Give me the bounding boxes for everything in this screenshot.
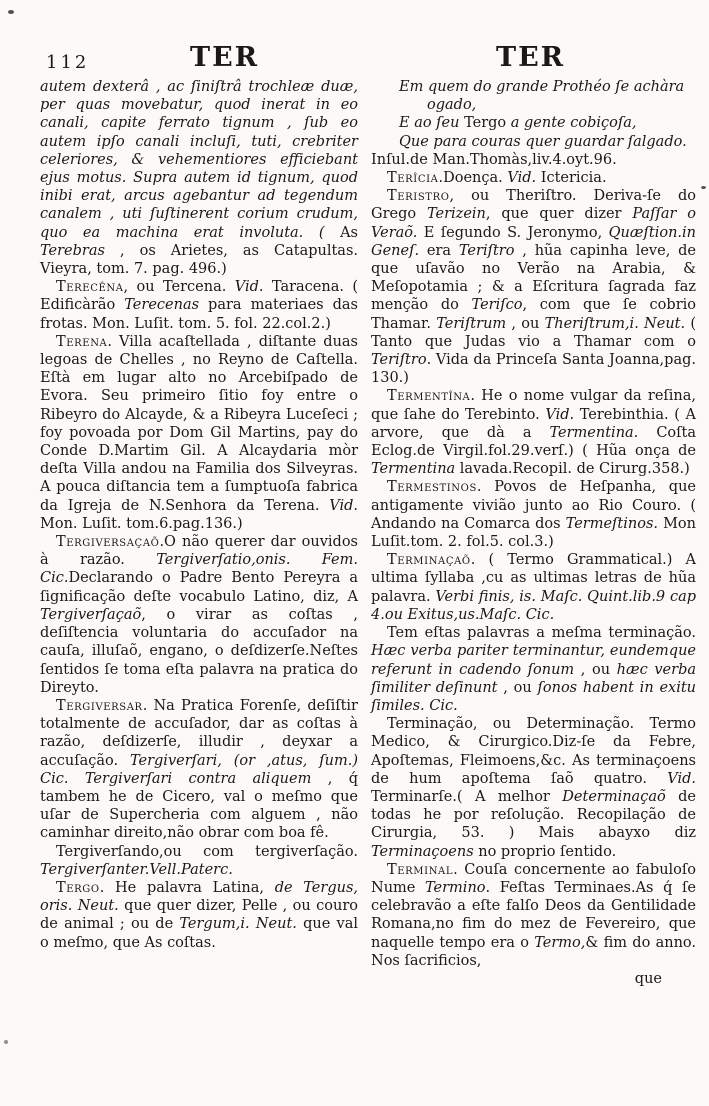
italic-text: Terizein: [426, 206, 486, 223]
italic-text: Hæc verba pariter terminantur, eundemque referunt in cadendo ſonum: [371, 643, 696, 678]
entry-headword: Terena: [56, 333, 108, 350]
roman-text: E ſegundo S. Jeronymo,: [417, 224, 609, 241]
italic-text: autem dexterâ , ac ſiniſtrâ trochleæ duæ, per quas movebatur, quod inerat in eo canali, capite ferrato tignum , ſub eo autem ipſo canali incluſi, tuti, crebriter celeriores, & vehementiores efficiebant ejus motus. Supra autem id tignum, quod inibi erat, arcus agebantur ad tegendum canalem , uti ſuſtinerent corium crudum, quo ea machina erat involuta. (: [40, 79, 358, 241]
entry-headword: Terminaçaõ: [387, 552, 471, 569]
italic-text: ſonos habent in exitu ſimiles. Cic.: [371, 679, 697, 714]
scan-artifact: [4, 1040, 8, 1044]
column-right: [371, 78, 696, 988]
roman-text: Terebinthia. ( A arvore, que dà a: [371, 406, 696, 441]
roman-text: , q́ tambem he de Cicero, val o meſmo que uſar de Supercheria com alguem , não caminhar direito,não obrar com boa fê.: [40, 770, 359, 842]
roman-text: era: [419, 242, 459, 259]
entry-terecena: [40, 278, 358, 333]
entry-tergiversar: [40, 697, 358, 843]
italic-text: Tergiverſari, (or ,atus, ſum.) Cic. Tergiverſari contra aliquem: [40, 752, 358, 787]
italic-text: Termino: [425, 879, 486, 896]
scan-artifact: [701, 186, 706, 189]
italic-text: Termentina.: [549, 424, 639, 441]
entry-headword: Terecêna: [56, 279, 124, 296]
verse-line: [371, 114, 696, 132]
entry-tergo: [40, 879, 358, 952]
entry-terminacao-grammatical: [371, 551, 696, 624]
roman-text: . Couſa concernente ao fabuloſo Nume: [371, 861, 696, 896]
italic-text: Que para couras quer guardar ſalgado.: [399, 133, 687, 150]
roman-text: Declarando o Padre Bento Pereyra a ſignificação deſte vocabulo Latino, diz, A: [40, 570, 358, 605]
italic-text: Terebras: [40, 242, 105, 259]
column-left: [40, 78, 358, 988]
latin-continuation-terebra: [40, 78, 358, 278]
roman-text: Tergiverſando,ou com tergiverſação.: [56, 843, 358, 860]
roman-text: . He palavra Latina,: [99, 879, 275, 896]
italic-text: E ao ſeu: [399, 115, 465, 132]
roman-text: de todas he por reſolução. Recopilação de Cirurgia, 53. ) Mais abayxo diz: [371, 788, 696, 842]
entry-headword: Tergiversaçaõ: [56, 534, 160, 551]
entry-headword: Terîcia: [387, 170, 439, 187]
roman-text: , com que ſe cobrio Thamar.: [371, 297, 696, 332]
italic-text: a gente cobiçoſa,: [506, 115, 637, 132]
italic-text: Teriſco: [471, 297, 523, 314]
entry-tergiversando: [40, 843, 358, 879]
italic-text: Terecenas: [124, 297, 200, 314]
italic-text: Tergiverſaçaõ: [40, 606, 142, 623]
page-number: 112: [46, 52, 90, 73]
scan-artifact: [8, 10, 14, 14]
italic-text: Teriſtro: [371, 352, 427, 369]
entry-termentina: [371, 387, 696, 478]
roman-text: que val o meſmo, que As coſtas.: [40, 916, 358, 951]
verse-tergo-quotation: [371, 78, 696, 169]
italic-text: Vid.: [329, 497, 358, 514]
roman-text: Taracena. ( Edificàrão: [40, 279, 359, 314]
italic-text: Termentina: [371, 461, 456, 478]
entry-termestinos: [371, 478, 696, 551]
roman-text: , ou: [506, 315, 545, 332]
roman-text: , ou: [497, 679, 538, 696]
roman-text: , os Arietes, as Catapultas. Vieyra, tom. 7. pag. 496.): [40, 242, 358, 278]
italic-text: Tergiverſatio,onis. Fem. Cic.: [40, 552, 358, 587]
verse-line: [371, 96, 696, 114]
entry-headword: Tergo: [56, 879, 100, 896]
roman-text: Tem eſtas palavras a meſma terminação.: [387, 625, 696, 642]
roman-text: Terminação, ou Determinação. Termo Medico, & Cirurgico.Diz-ſe da Febre, Apoſtemas, Fleimoens,&c. As terminaçoens de hum apoſtema ſaõ quatro.: [371, 716, 696, 787]
roman-text: . Na Pratica Forenſe, deſiſtir totalmente de accuſador, dar as coſtas à razão, deſdizerſe, illudir , deyxar a accuſação.: [40, 697, 358, 769]
roman-text: . He o nome vulgar da reſina, que ſahe do Terebinto.: [371, 388, 696, 423]
entry-headword: Termestinos: [387, 479, 477, 496]
italic-text: Vid.: [234, 279, 264, 296]
italic-text: Vid.: [667, 770, 696, 787]
roman-text: . Villa acaſtellada , diſtante duas legoas de Chelles , no Reyno de Caſtella. Eſtà em lugar alto no Arcebiſpado de Evora. Seu primeiro ſitio foy entre o Ribeyro do Alcayde, & a Ribeyra Luceſeci ; foy povoada por Dom Gil Martins, pay do Conde D.Martim Gil. A Alcaydaria mòr deſta Villa andou na Familia dos Silveyras. A pouca diſtancia tem a ſumptuoſa fabrica da Igreja de N.Senhora da Terena.: [40, 333, 358, 514]
entry-tergiversacao: [40, 533, 358, 697]
roman-text: lavada.Recopil. de Cirurg.358.): [455, 461, 690, 478]
italic-text: Determinaçaõ: [562, 788, 666, 805]
roman-text: , ou Tercena.: [123, 279, 235, 296]
roman-text: . Povos de Heſpanha, que antigamente vivião junto ao Rio Couro. ( Andando na Comarca dos: [371, 479, 696, 532]
italic-text: Em quem do grande Prothéo ſe achàra: [399, 79, 685, 95]
roman-text: Coſta Eclog.de Virgil.fol.29.verſ.) ( Hũa onça de: [371, 424, 696, 460]
italic-text: Verbi finis, is. Maſc. Quint.lib.9 cap 4.ou Exitus,us.Maſc. Cic.: [371, 588, 696, 623]
roman-text: .Doença.: [438, 170, 508, 187]
italic-text: Termo,: [534, 934, 586, 951]
running-title-right: TER: [496, 42, 566, 73]
roman-text: para materiaes das frotas. Mon. Luſit. tom. 5. fol. 22.col.2.): [40, 297, 358, 332]
roman-text: . Feſtas Terminaes.As q́ ſe celebravão a eſte falſo Deos da Gentilidade Romana,no fim do mez de Fevereiro, que naquelle tempo era o: [371, 879, 696, 951]
italic-text: Teriſtro: [458, 242, 515, 259]
italic-text: de Tergus, oris. Neut.: [40, 879, 358, 915]
verse-line: [371, 133, 696, 151]
text-columns: [40, 78, 696, 988]
roman-text: As: [340, 224, 358, 241]
roman-text: que quer dizer, Pelle , ou couro de animal ; ou de: [40, 898, 358, 933]
roman-text: Mon Luſit.tom. 2. fol.5. col.3.): [371, 515, 696, 551]
entry-terminal: [371, 861, 696, 970]
entry-tericia: [371, 169, 696, 187]
entry-headword: Termentîna: [387, 388, 471, 405]
roman-text: ( Tanto que Judas vio a Thamar com o: [371, 315, 696, 350]
roman-text: , o virar as coſtas , deſiſtencia voluntaria do accuſador na cauſa, illuſaõ, engano, o deſdizerſe.Neſtes ſentidos ſe toma eſta palavra na pratica do Direyto.: [40, 606, 358, 696]
verse-line: [371, 151, 696, 169]
roman-text: Tergo: [464, 115, 507, 132]
italic-text: Vid.: [545, 406, 575, 423]
roman-text: . Vida da Princeſa Santa Joanna,pag. 130.): [371, 352, 696, 387]
roman-text: , ou Theriſtro. Deriva-ſe do Grego: [371, 188, 696, 223]
roman-text: .O não querer dar ouvidos à razão.: [40, 534, 358, 569]
italic-text: Terminaçoens: [371, 843, 474, 860]
entry-teristro: [371, 187, 696, 387]
verse-line: [371, 78, 696, 96]
roman-text: no proprio ſentido.: [473, 843, 617, 860]
italic-text: Teriſtrum: [436, 315, 507, 332]
italic-text: Termeſtinos.: [565, 515, 659, 532]
entry-headword: Teristro: [387, 188, 450, 205]
entry-terena: [40, 333, 358, 533]
roman-text: , ou: [574, 661, 617, 678]
roman-text: Terminarſe.( A melhor: [371, 788, 563, 805]
italic-text: Tergum,i. Neut.: [179, 916, 297, 933]
italic-text: Quæſtion.in Geneſ.: [371, 224, 696, 259]
entry-terminacao-latin: [371, 624, 696, 715]
italic-text: Tergiverſanter.Vell.Paterc.: [40, 861, 233, 878]
entry-terminacao-medica: [371, 715, 696, 861]
italic-text: Vid.: [507, 170, 537, 187]
roman-text: Inſul.de Man.Thomàs,liv.4.oyt.96.: [371, 151, 617, 168]
italic-text: ogado,: [427, 97, 477, 114]
roman-text: & fim do anno. Nos ſacrificios,: [371, 934, 696, 969]
roman-text: , hũa capinha leve, de que uſavão no Verão na Arabia, & Meſopotamia ; & a Eſcritura ſagrada faz menção do: [371, 242, 696, 314]
italic-text: Paſſar o Veraõ.: [371, 206, 697, 241]
italic-text: hæc verba ſimiliter deſinunt: [371, 661, 696, 696]
roman-text: . ( Termo Grammatical.) A ultima ſyllaba ,cu as ultimas letras de hũa palavra.: [371, 552, 696, 605]
roman-text: Ictericia.: [536, 170, 607, 187]
entry-headword: Tergiversar: [56, 697, 143, 714]
running-title-left: TER: [190, 42, 260, 73]
italic-text: Theriſtrum,i. Neut.: [544, 315, 686, 332]
entry-headword: Terminal: [387, 861, 454, 878]
roman-text: Mon. Luſit. tom.6.pag.136.): [40, 515, 243, 532]
roman-text: , que quer dizer: [485, 206, 633, 223]
catchword: que: [634, 970, 662, 987]
